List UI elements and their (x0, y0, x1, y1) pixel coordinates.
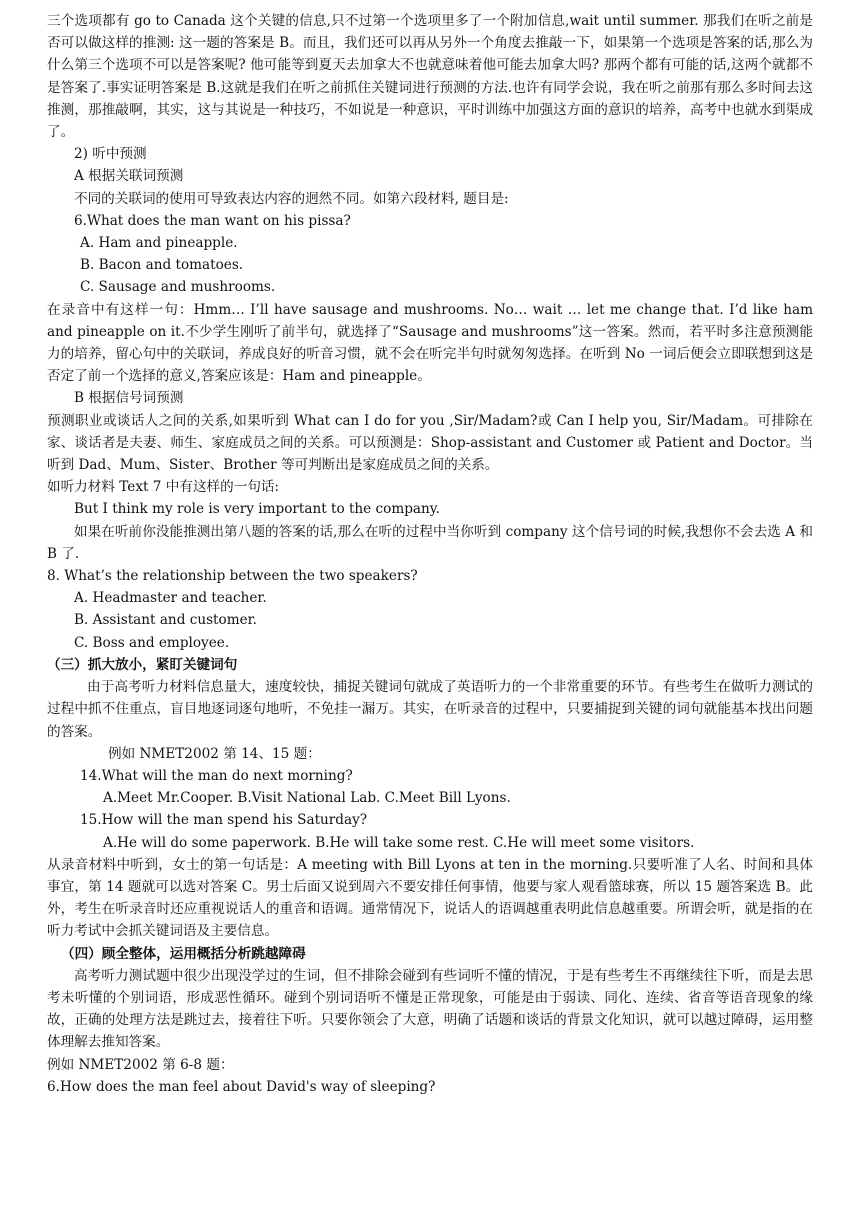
section-heading-3: （三）抓大放小，紧盯关键词句 (47, 656, 238, 673)
subheading-connective-words: A 根据关联词预测 (74, 168, 184, 185)
option-6a: A. Ham and pineapple. (80, 235, 238, 252)
options-14: A.Meet Mr.Cooper. B.Visit National Lab. C.Meet Bill Lyons. (103, 790, 511, 807)
option-6b: B. Bacon and tomatoes. (80, 257, 244, 274)
example-nmet-14-15: 例如 NMET2002 第 14、15 题： (108, 745, 321, 762)
paragraph-text7-intro: 如听力材料 Text 7 中有这样的一句话: (47, 479, 280, 496)
option-8c: C. Boss and employee. (74, 634, 230, 651)
paragraph-signal-words: 预测职业或谈话人之间的关系,如果听到 What can I do for you ,Sir/Madam?或 Can I help you, Sir/Madam。可排除在家、谈话者是夫妻、师生、家庭成员之间的关系。可以预测是：Shop-assistant and Customer 或 Patient and Doctor。当听到 Dad、Mum、Sister、Brother 等可判断出是家庭成员之间的关系。 (47, 412, 813, 474)
question-6-david: 6.How does the man feel about David's way of sleeping? (47, 1078, 436, 1095)
paragraph-keywords: 由于高考听力材料信息量大，速度较快，捕捉关键词句就成了英语听力的一个非常重要的环节。有些考生在做听力测试的过程中抓不住重点，盲目地逐词逐句地听，不免挂一漏万。其实，在听录音的过程中，只要捕捉到关键的词句就能基本找出问题的答案。 (47, 679, 813, 740)
question-14: 14.What will the man do next morning? (80, 767, 353, 784)
section-heading-4: （四）顾全整体，运用概括分析跳越障碍 (61, 945, 306, 962)
example-nmet-6-8: 例如 NMET2002 第 6-8 题： (47, 1056, 234, 1073)
paragraph-overall: 高考听力测试题中很少出现没学过的生词，但不排除会碰到有些词听不懂的情况，于是有些考生不再继续往下听，而是去思考未听懂的个别词语，形成恶性循环。碰到个别词语听不懂是正常现象，可能是由于弱读、同化、连续、省音等语音现象的缘故，正确的处理方法是跳过去，接着往下听。只要你领会了大意，明确了话题和谈话的背景文化知识，就可以越过障碍，运用整体理解去推知答案。 (47, 967, 813, 1051)
question-6: 6.What does the man want on his pissa? (74, 212, 351, 229)
paragraph-company-signal: 如果在听前你没能推测出第八题的答案的话,那么在听的过程中当你听到 company 这个信号词的时候,我想你不会去选 A 和 B 了. (47, 523, 813, 562)
paragraph-prediction-intro: 三个选项都有 go to Canada 这个关键的信息,只不过第一个选项里多了一个附加信息,wait until summer. 那我们在听之前是否可以做这样的推测: 这一题的答案是 B。而且，我们还可以再从另外一个角度去推敲一下，如果第一个选项是答案的话,那么为什么第三个选项不可以是答案呢? 他可能等到夏天去加拿大不也就意味着他可能去加拿大吗? 那两个都有可能的话,这两个就都不是答案了.事实证明答案是 B.这就是我们在听之前抓住关键词进行预测的方法.也许有同学会说，我在听之前那有那么多时间去这推测，那推敲啊，其实，这与其说是一种技巧，不如说是一种意识，平时训练中加强这方面的意识的培养，高考中也就水到渠成了。 (47, 13, 813, 141)
paragraph-recording-analysis: 从录音材料中听到，女士的第一句话是：A meeting with Bill Lyons at ten in the morning.只要听准了人名、时间和具体事宜，第 14 题就可以选对答案 C。男士后面又说到周六不要安排任何事情，他要与家人观看篮球赛，所以 15 题答案选 B。此外，考生在听录音时还应重视说话人的重音和语调。通常情况下，说话人的语调越重表明此信息越重要。所谓会听，就是指的在听力考试中会抓关键词语及主要信息。 (47, 856, 813, 940)
option-6c: C. Sausage and mushrooms. (80, 279, 276, 296)
option-8b: B. Assistant and customer. (74, 612, 257, 629)
heading-listening-prediction: 2) 听中预测 (74, 146, 147, 163)
option-8a: A. Headmaster and teacher. (74, 590, 267, 607)
question-8: 8. What’s the relationship between the two speakers? (47, 568, 418, 585)
quote-text7: But I think my role is very important to the company. (74, 501, 440, 518)
paragraph-connectives: 不同的关联词的使用可导致表达内容的迥然不同。如第六段材料, 题目是: (74, 190, 509, 207)
question-15: 15.How will the man spend his Saturday? (80, 812, 368, 829)
subheading-signal-words: B 根据信号词预测 (74, 390, 184, 407)
options-15: A.He will do some paperwork. B.He will take some rest. C.He will meet some visitors. (103, 834, 695, 851)
paragraph-recording-example: 在录音中有这样一句：Hmm… I’ll have sausage and mushrooms. No… wait … let me change that. I’d like ham and pineapple on it.不少学生刚听了前半句，就选择了“Sausage and mushrooms”这一答案。然而，若平时多注意预测能力的培养，留心句中的关联词，养成良好的听音习惯，就不会在听完半句时就匆匆选择。在听到 No 一词后便会立即联想到这是否定了前一个选择的意义,答案应该是：Ham and pineapple。 (47, 301, 813, 385)
